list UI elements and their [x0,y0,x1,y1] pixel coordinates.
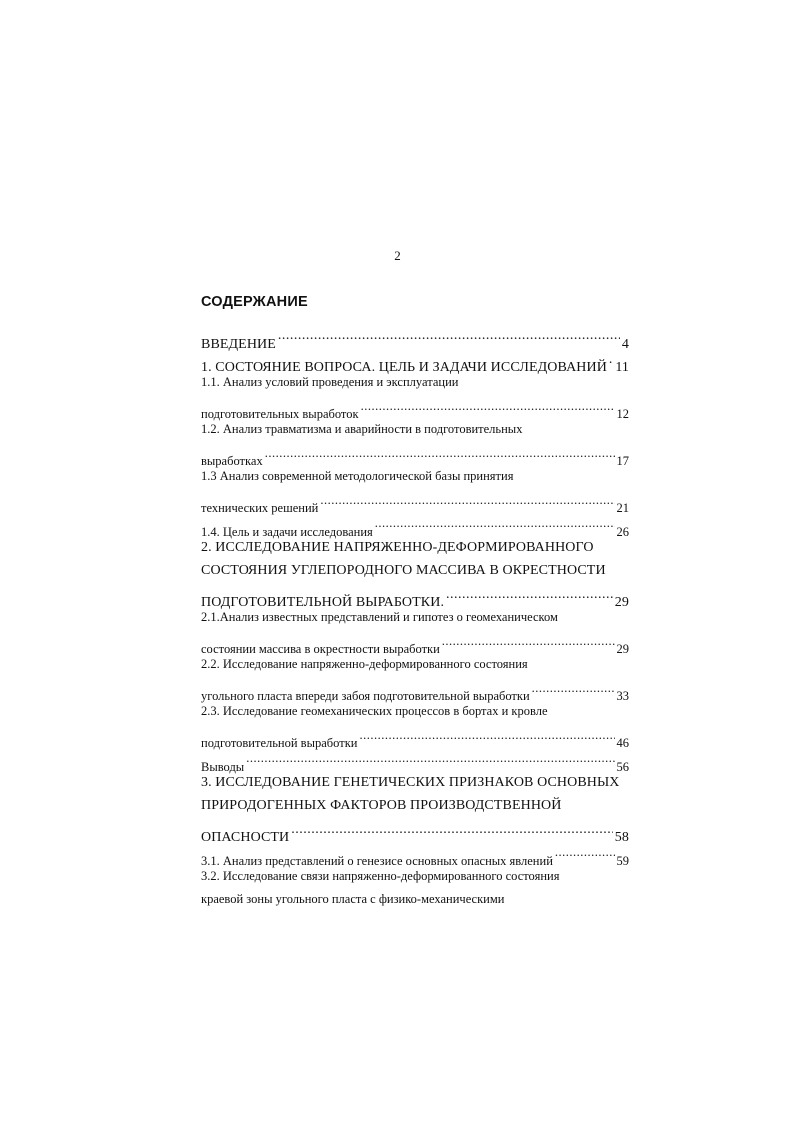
toc-entry [201,724,629,748]
toc-entry-page: 12 [616,407,629,421]
toc-entry-text: ПРИРОДОГЕННЫХ ФАКТОРОВ ПРОИЗВОДСТВЕННОЙ [201,798,562,813]
toc-entry-text: технических решений [201,501,319,515]
toc-leader-dots [361,395,615,419]
toc-entry-page: 29 [616,642,629,656]
toc-leader-dots [532,677,615,701]
toc-entry-text: 2.2. Исследование напряженно-деформированного состояния [201,657,528,671]
toc-entry [201,653,629,677]
toc-leader-dots [609,348,613,372]
toc-entry [201,418,629,442]
toc-entry-text: Выводы [201,759,245,774]
toc-entry-text: 1. СОСТОЯНИЕ ВОПРОСА. ЦЕЛЬ И ЗАДАЧИ ИССЛЕДОВАНИЙ [201,360,607,375]
toc-entry [201,348,629,375]
toc-entry-text: ВВЕДЕНИЕ [201,336,276,352]
toc-entry [201,841,629,868]
toc-entry [201,794,629,818]
toc-entry-text: СОСТОЯНИЯ УГЛЕПОРОДНОГО МАССИВА В ОКРЕСТНОСТИ [201,563,606,578]
toc-entry-text: ОПАСНОСТИ [201,830,290,845]
toc-entry-text: угольного пласта впереди забоя подготовительной выработки [201,689,530,703]
toc-title: СОДЕРЖАНИЕ [201,294,308,310]
toc-entry-text: 2. ИССЛЕДОВАНИЕ НАПРЯЖЕННО-ДЕФОРМИРОВАННОГО [201,539,594,555]
toc-entry-page: 29 [614,595,629,610]
toc-entry-page: 59 [616,853,629,868]
toc-entry-text: подготовительных выработок [201,407,359,421]
toc-entry-text: 2.1.Анализ известных представлений и гипотез о геомеханическом [201,610,558,624]
toc-entry [201,700,629,724]
toc-leader-dots [359,724,614,748]
toc-entry-page: 21 [616,501,629,515]
toc-leader-dots [291,818,613,842]
toc-entry-page: 11 [615,360,629,375]
toc-entry [201,818,629,845]
toc-entry-text: 1.1. Анализ условий проведения и эксплуатации [201,375,459,389]
toc-entry [201,771,629,795]
toc-entry [201,536,629,560]
toc-entry [201,559,629,583]
toc-leader-dots [265,442,615,466]
toc-entry-page: 17 [616,454,629,468]
toc-leader-dots [320,489,614,513]
toc-leader-dots [446,583,613,607]
toc-entry-text: состоянии массива в окрестности выработки [201,642,440,656]
toc-entry [201,395,629,419]
toc-entry [201,371,629,395]
toc-entry [201,865,629,889]
toc-entry [201,630,629,654]
toc-leader-dots [246,747,614,771]
toc-entry-text: краевой зоны угольного пласта с физико-механическими [201,892,505,906]
toc-entry-text: 2.3. Исследование геомеханических процессов в бортах и кровле [201,704,548,718]
toc-entry-page: 4 [621,336,629,352]
toc-leader-dots [278,324,620,348]
toc-entry-text: выработках [201,454,263,468]
toc-entry [201,465,629,489]
toc-entry [201,324,629,352]
toc-entry [201,747,629,774]
table-of-contents [201,324,629,912]
toc-entry-page: 33 [616,689,629,703]
toc-entry-page: 26 [616,524,629,539]
toc-entry [201,583,629,610]
toc-entry-page: 58 [614,830,629,845]
toc-entry [201,888,629,912]
toc-entry-text: 1.4. Цель и задачи исследования [201,524,373,539]
toc-entry-text: 3.2. Исследование связи напряженно-деформированного состояния [201,868,560,883]
toc-entry [201,442,629,466]
toc-entry [201,512,629,539]
toc-entry-page: 56 [616,759,629,774]
toc-entry-text: подготовительной выработки [201,736,358,750]
toc-entry [201,489,629,513]
toc-entry-text: 1.2. Анализ травматизма и аварийности в подготовительных [201,422,523,436]
toc-entry-text: 3. ИССЛЕДОВАНИЕ ГЕНЕТИЧЕСКИХ ПРИЗНАКОВ ОСНОВНЫХ [201,774,620,790]
toc-leader-dots [555,841,615,865]
toc-leader-dots [442,630,615,654]
toc-entry [201,606,629,630]
toc-entry-text: 3.1. Анализ представлений о генезисе основных опасных явлений [201,853,553,868]
toc-leader-dots [375,512,615,536]
toc-entry-text: 1.3 Анализ современной методологической базы принятия [201,469,514,483]
toc-entry-text: ПОДГОТОВИТЕЛЬНОЙ ВЫРАБОТКИ. [201,595,445,610]
toc-entry-page: 46 [616,736,629,750]
toc-entry [201,677,629,701]
page-number: 2 [394,248,401,263]
